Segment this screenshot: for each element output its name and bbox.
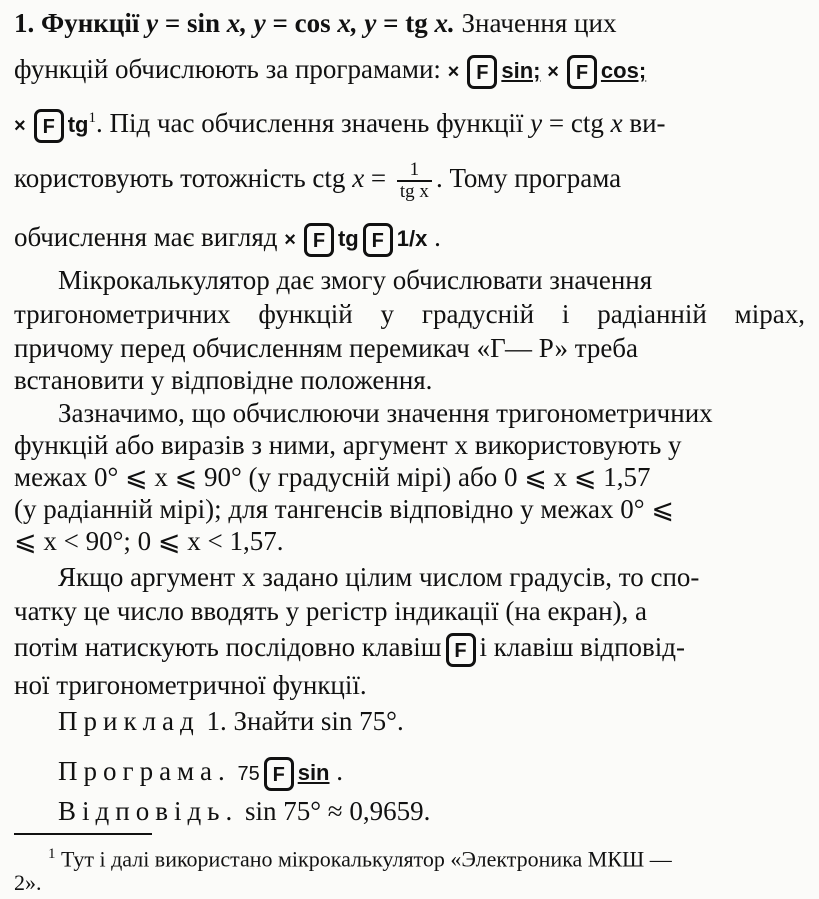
- f-key-icon: F: [363, 223, 393, 257]
- footnote-line-1: $^1$ Тут і далі використано мікрокалькулятор «Электроника МКШ —: [48, 846, 672, 872]
- sin-key-label: sin: [297, 760, 330, 785]
- sin-key-label: sin;: [501, 58, 541, 83]
- para2-line-1: Зазначимо, що обчислюючи значення тригонометричних: [58, 398, 713, 428]
- section-line-2: функцій обчислюють за програмами: × F sin; × F cos;: [14, 54, 805, 89]
- f-key-icon: F: [567, 55, 597, 89]
- f-key-icon: F: [446, 633, 476, 667]
- section-number: 1.: [14, 8, 35, 38]
- tg-key-label: tg: [337, 226, 359, 251]
- section-line-1: 1. Функції y = sin x, y = cos x, y = tg x. Значення цих: [14, 8, 617, 38]
- footnote-line-2: 2».: [14, 870, 42, 895]
- section-line-4: користовують тотожність ctg x = $\frac{1}{\text{tg x}}$ . Тому програма: [14, 159, 622, 202]
- f-key-icon: F: [34, 109, 64, 143]
- para1-line-1: Мікрокалькулятор дає змогу обчислювати значення: [58, 265, 653, 295]
- f-key-icon: F: [467, 55, 497, 89]
- multiply-key-label: ×: [447, 61, 460, 83]
- para3-line-2: чатку це число вводять у регістр індикації (на екран), а: [14, 596, 648, 626]
- para2-line-2: функцій або виразів з ними, аргумент x використовують у: [14, 430, 682, 460]
- para3-line-3: потім натискують послідовно клавіш F і клавіш відповід-: [14, 632, 805, 667]
- section-line-5: обчислення має вигляд × F tg F 1/x .: [14, 222, 805, 257]
- example-line: Приклад 1. Знайти sin 75°.: [58, 706, 404, 736]
- tg-key-label: tg: [67, 112, 89, 137]
- para2-line-4: (у радіанній мірі); для тангенсів відповідно у межах 0° ⩽: [14, 494, 674, 524]
- program-line: Програма. 75 F sin .: [58, 756, 805, 791]
- cos-key-label: cos;: [600, 58, 647, 83]
- reciprocal-key-label: 1/x: [396, 226, 428, 251]
- f-key-icon: F: [264, 757, 294, 791]
- para1-line-4: встановити у відповідне положення.: [14, 365, 433, 395]
- program-label: Програма.: [58, 756, 231, 786]
- section-line-3: × F $tg^1$. Під час обчислення значень функції y = ctg x ви-: [14, 108, 805, 143]
- f-key-icon: F: [304, 223, 334, 257]
- answer-label: Відповідь.: [58, 796, 239, 826]
- para2-line-3: межах 0° ⩽ x ⩽ 90° (у градусній мірі) або 0 ⩽ x ⩽ 1,57: [14, 462, 651, 492]
- footnote-divider: [14, 833, 152, 835]
- para3-line-4: ної тригонометричної функції.: [14, 670, 367, 700]
- para1-line-3: причому перед обчисленням перемикач «Г— Р» треба: [14, 333, 639, 363]
- footnote-ref: 1: [88, 110, 96, 126]
- example-label: Приклад: [58, 706, 200, 736]
- para2-line-5: ⩽ x < 90°; 0 ⩽ x < 1,57.: [14, 526, 284, 556]
- answer-line: Відповідь. sin 75° ≈ 0,9659.: [58, 796, 431, 826]
- para1-line-2: тригонометричних функцій у градусній і радіанній мірах,: [14, 299, 805, 329]
- para3-line-1: Якщо аргумент x задано цілим числом градусів, то спо-: [58, 562, 700, 592]
- fraction-1-over-tgx: $\frac{1}{\text{tg x}}$: [397, 160, 432, 202]
- footnote-mark: 1: [48, 846, 56, 862]
